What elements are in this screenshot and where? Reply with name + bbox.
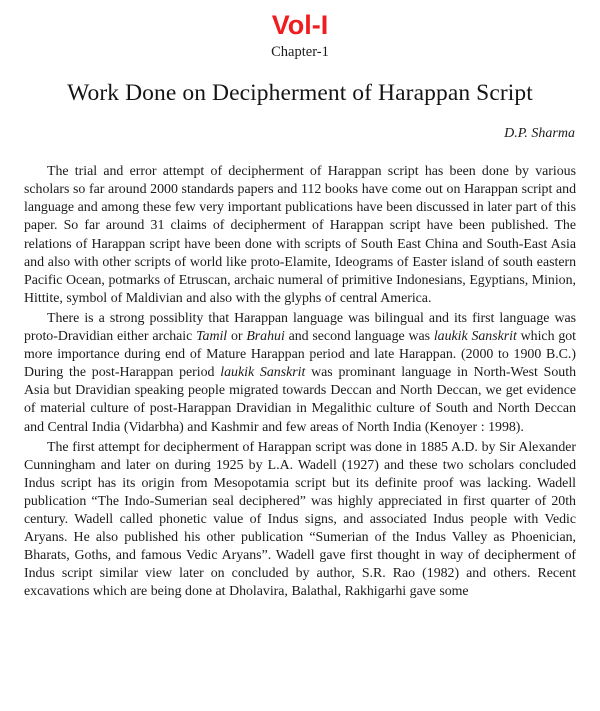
body-text [24,143,576,601]
italic-term: laukik Sanskrit [433,329,517,345]
paragraph-3: The first attempt for decipherment of Harappan script was done in 1885 A.D. by Sir Alexander Cunningham and later on during 1925 by L.A. Wadell (1927) and these two scholars concluded Indus script has its origin from Mesopotamia script but its definite proof was lacking. Wadell publication “The Indo-Sumerian seal deciphered” was highly appreciated in first quarter of 20th century. Wadell called phonetic value of Indus signs, and associated Indus people with Vedic Aryans. He also published his other publication “Sumerian of the Indus Valley as Phoenician, Bharats, Goths, and famous Vedic Aryans”. Wadell gave first thought in way of decipherment of Indus script similar view later on concluded by author, S.R. Rao (1982) and others. Recent excavations which are being done at Dholavira, Balathal, Rakhigarhi gave some [24,439,576,600]
page-title: Work Done on Decipherment of Harappan Script [67,79,533,106]
paragraph-2: There is a strong possiblity that Harappan language was bilingual and its first language was proto-Dravidian either archaic Tamil or Brahui and second language was laukik Sanskrit which got more importance during end of Mature Harappan period and late Harappan. (2000 to 1900 B.C.) During the post-Harappan period laukik Sanskrit was prominant language in North-West South Asia but Dravidian speaking people migrated towards Deccan and North Deccan, we get evidence of material culture of post-Harappan Dravidian in Megalithic culture of South and North Deccan and Central India (Vidarbha) and Kashmir and few areas of North India (Kenoyer : 1998). [24,310,577,435]
italic-term: Tamil [196,329,228,345]
chapter-label: Chapter-1 [271,44,329,61]
italic-term: laukik Sanskrit [220,365,306,381]
paragraph-1: The trial and error attempt of decipherment of Harappan script has been done by various scholars so far around 2000 standards papers and 112 books have come out on Harappan script and language and among these few very important publications have been discussed in later part of this paper. So far around 31 claims of decipherment of Harappan script have been published. The relations of Harappan script have been done with scripts of South East China and South-East Asia and also with other scripts of world like proto-Elamite, Ideograms of Easter island of south eastern Pacific Ocean, potmarks of Etruscan, archaic numeral of primitive Indonesians, Egyptians, Minion, Hittite, symbol of Maldivian and also with the glyphs of central America. [24,164,576,306]
author-byline: D.P. Sharma [504,126,575,142]
volume-label: Vol-I [271,10,329,40]
italic-term: Brahui [246,329,285,345]
